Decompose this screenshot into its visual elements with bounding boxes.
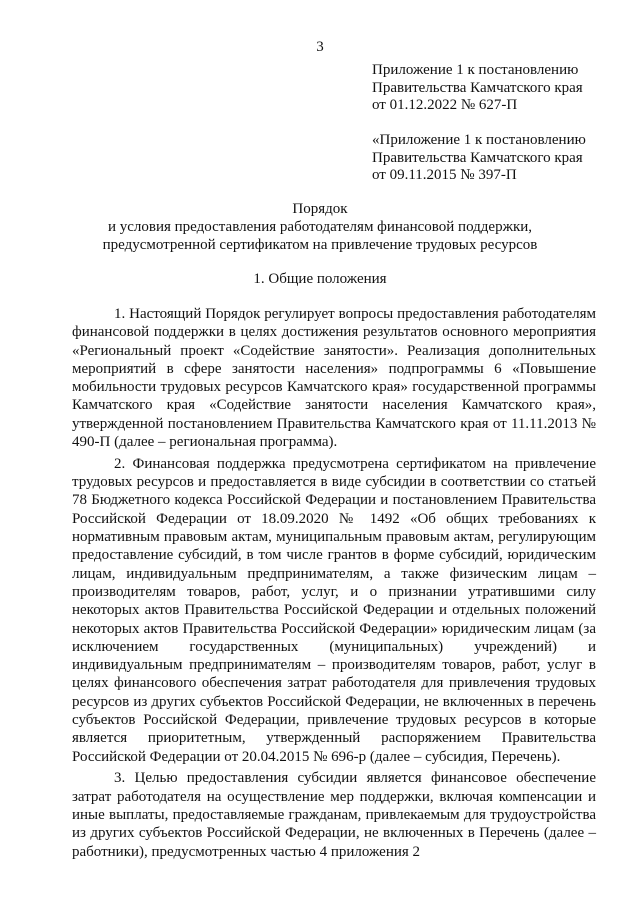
appendix-original-line-1: «Приложение 1 к постановлению: [372, 132, 586, 148]
page-number: 3: [316, 39, 324, 55]
document-title: [60, 200, 580, 254]
appendix-original-line-2: Правительства Камчатского края: [372, 149, 583, 166]
title-line-2: и условия предоставления работодателям финансовой поддержки,: [107, 219, 533, 235]
section-heading: 1. Общие положения: [253, 271, 387, 287]
appendix-original-line-3: от 09.11.2015 № 397-П: [372, 167, 517, 183]
appendix-current-line-2: Правительства Камчатского края: [372, 79, 583, 96]
paragraph-1: 1. Настоящий Порядок регулирует вопросы предоставления работодателям финансовой поддержки в целях достижения результатов основного мероприятия «Региональный проект «Содействие занятости». Реализация дополнительных мероприятий в сфере занятости населения» подпрограммы 6 «Повышение мобильности трудовых ресурсов Камчатского края» государственной программы Камчатского края «Содействие занятости населения Камчатского края», утвержденной постановлением Правительства Камчатского края от 11.11.2013 № 490-П (далее – региональная программа).: [72, 306, 596, 451]
body-text: [72, 305, 596, 864]
paragraph-3: 3. Целью предоставления субсидии является финансовое обеспечение затрат работодателя на осуществление мер поддержки, включая компенсации и иные выплаты, предоставляемые гражданам, привлекаемым для трудоустройства из других субъектов Российской Федерации, не включенных в Перечень (далее – работники), предусмотренных частью 4 приложения 2: [72, 770, 596, 860]
appendix-current-block: [372, 62, 622, 115]
paragraph-2: 2. Финансовая поддержка предусмотрена сертификатом на привлечение трудовых ресурсов и предоставляется в виде субсидии в соответствии со статьей 78 Бюджетного кодекса Российской Федерации и постановлением Правительства Российской Федерации от 18.09.2020 № 1492 «Об общих требованиях к нормативным правовым актам, муниципальным правовым актам, регулирующим предоставление субсидий, в том числе грантов в форме субсидий, юридическим лицам, индивидуальным предпринимателям, а также физическим лицам – производителям товаров, работ, услуг, и о признании утратившими силу некоторых актов Правительства Российской Федерации и отдельных положений некоторых актов Правительства Российской Федерации» юридическим лицам (за исключением государственных (муниципальных) учреждений) и индивидуальным предпринимателям – производителям товаров, работ, услуг в целях финансового обеспечения затрат работодателя для привлечения трудовых ресурсов из других субъектов Российской Федерации, не включенных в перечень субъектов Российской Федерации, привлечение трудовых ресурсов в которые является приоритетным, утвержденный распоряжением Правительства Российской Федерации от 20.04.2015 № 696-р (далее – субсидия, Перечень).: [72, 455, 596, 765]
appendix-current-line-3: от 01.12.2022 № 627-П: [372, 97, 518, 113]
appendix-current-line-1: Приложение 1 к постановлению: [372, 62, 579, 78]
title-line-1: Порядок: [292, 201, 348, 217]
title-line-3: предусмотренной сертификатом на привлечение трудовых ресурсов: [102, 237, 538, 253]
appendix-original-block: [372, 132, 622, 185]
